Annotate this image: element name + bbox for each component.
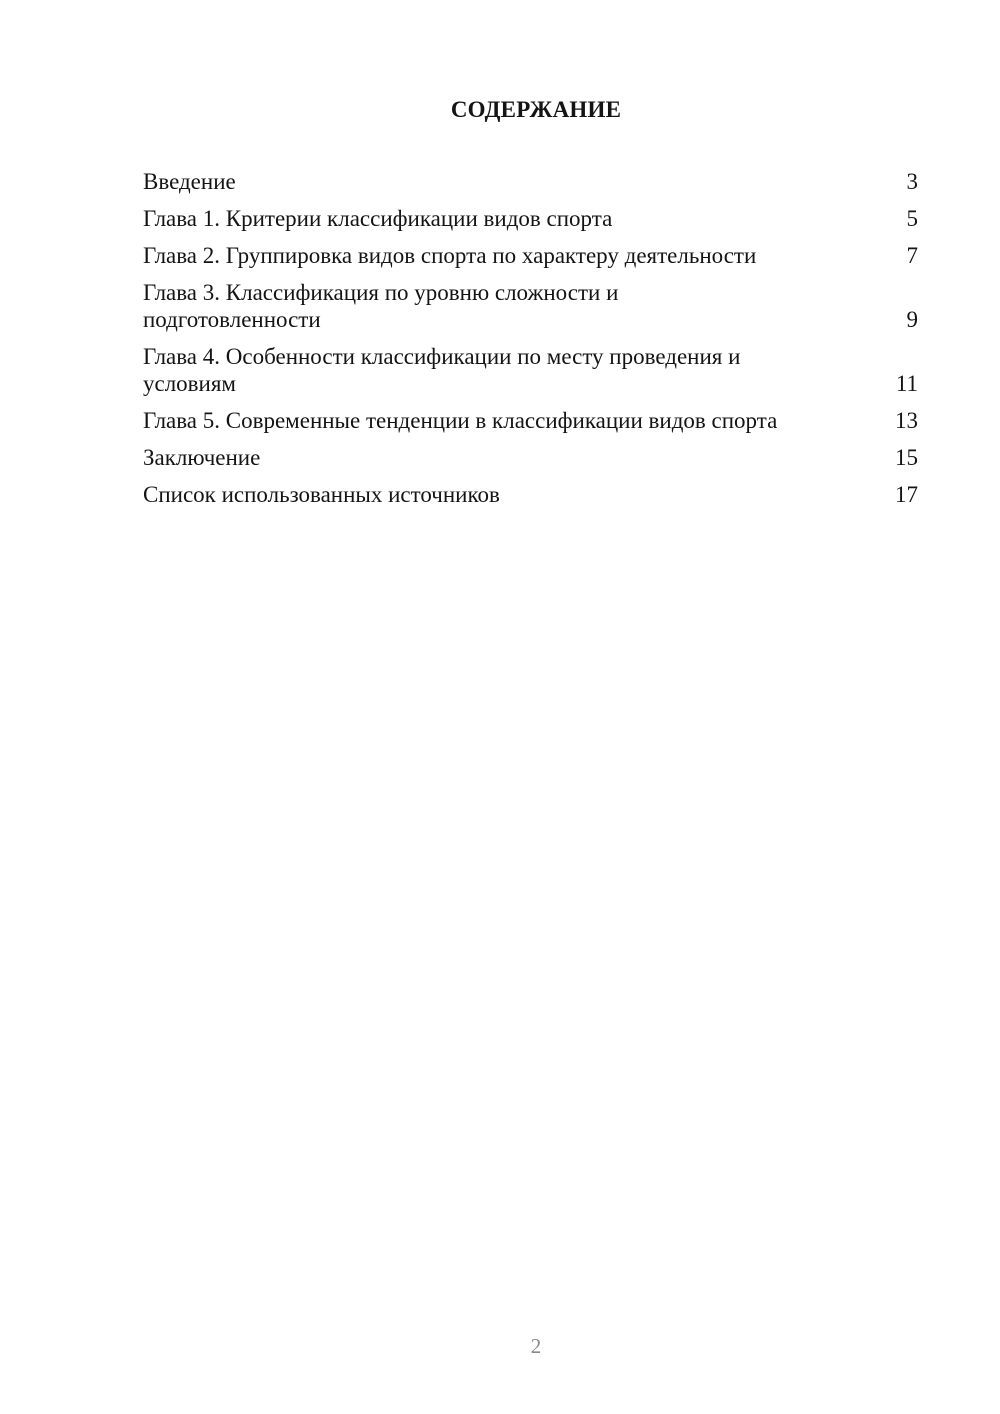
toc-entry-chapter-2 xyxy=(143,242,918,269)
toc-entry-chapter-3 xyxy=(143,279,918,333)
page-title-text: СОДЕРЖАНИЕ xyxy=(450,97,622,122)
toc-entry-page: 5 xyxy=(906,206,918,231)
toc-entry-chapter-1 xyxy=(143,205,918,232)
toc-entry-introduction xyxy=(143,168,918,195)
toc-entry-conclusion xyxy=(143,444,918,471)
toc-entry-references xyxy=(143,481,918,508)
page-number: 2 xyxy=(530,1334,542,1358)
toc-entry-page: 15 xyxy=(895,445,918,470)
toc-entry-page: 13 xyxy=(895,408,918,433)
toc-entry-label: Введение xyxy=(143,169,236,194)
toc-entry-page: 7 xyxy=(906,243,918,268)
toc-entry-label: Список использованных источников xyxy=(143,482,500,507)
toc-entry-page: 9 xyxy=(906,307,918,332)
table-of-contents xyxy=(143,168,918,518)
toc-entry-label: Глава 5. Современные тенденции в классификации видов спорта xyxy=(143,408,778,433)
toc-entry-label: Глава 3. Классификация по уровню сложности и подготовленности xyxy=(143,280,619,332)
page-title xyxy=(0,96,1000,124)
toc-entry-label: Глава 2. Группировка видов спорта по характеру деятельности xyxy=(143,243,757,268)
toc-entry-label: Глава 1. Критерии классификации видов спорта xyxy=(143,206,613,231)
toc-entry-page: 11 xyxy=(895,371,918,396)
toc-entry-label: Заключение xyxy=(143,445,261,470)
toc-entry-page: 3 xyxy=(906,169,918,194)
toc-entry-chapter-4 xyxy=(143,343,918,397)
toc-entry-label: Глава 4. Особенности классификации по месту проведения и условиям xyxy=(143,344,741,396)
toc-entry-page: 17 xyxy=(895,482,918,507)
toc-entry-chapter-5 xyxy=(143,407,918,434)
